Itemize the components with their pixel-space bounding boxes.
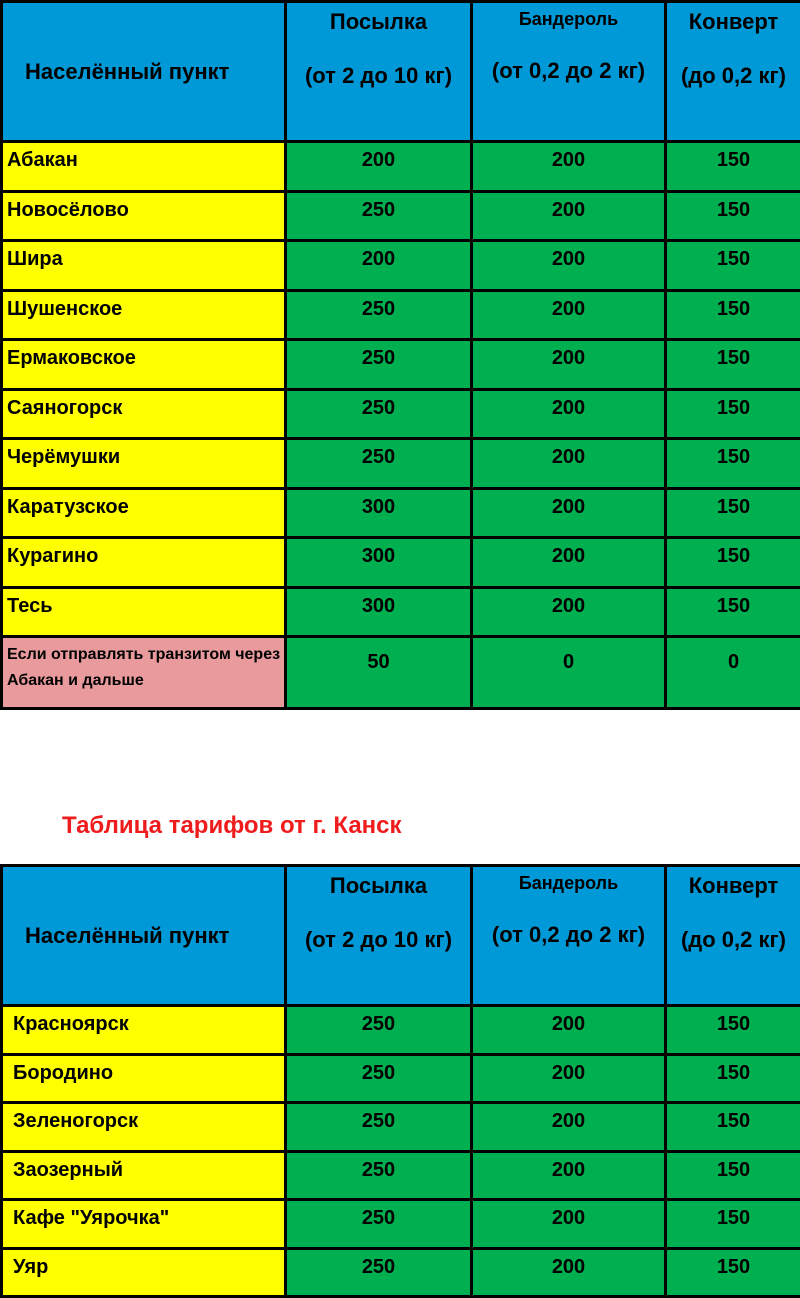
- table-row: [2, 1248, 800, 1297]
- table-row: [2, 488, 800, 538]
- place-cell: Ермаковское: [2, 340, 286, 390]
- header-envelope-weight: (до 0,2 кг): [667, 899, 800, 956]
- package-price-cell: 200: [472, 587, 666, 637]
- parcel-price-cell: 250: [286, 389, 472, 439]
- header-place: Населённый пункт: [2, 2, 286, 142]
- header-parcel-weight: (от 2 до 10 кг): [287, 35, 470, 92]
- envelope-price-cell: 150: [666, 191, 800, 241]
- place-cell: Саяногорск: [2, 389, 286, 439]
- package-price-cell: 0: [472, 637, 666, 709]
- table-row: [2, 1200, 800, 1249]
- envelope-price-cell: 150: [666, 538, 800, 588]
- parcel-price-cell: 250: [286, 191, 472, 241]
- parcel-price-cell: 250: [286, 1054, 472, 1103]
- place-cell: Кафе "Уярочка": [2, 1200, 286, 1249]
- place-cell: Тесь: [2, 587, 286, 637]
- table-row: [2, 340, 800, 390]
- transit-note-cell: Если отправлять транзитом через Абакан и дальше: [2, 637, 286, 709]
- package-price-cell: 200: [472, 241, 666, 291]
- place-cell: Бородино: [2, 1054, 286, 1103]
- parcel-price-cell: 250: [286, 1151, 472, 1200]
- header-parcel: [286, 2, 472, 142]
- parcel-price-cell: 250: [286, 1248, 472, 1297]
- envelope-price-cell: 150: [666, 1200, 800, 1249]
- envelope-price-cell: 150: [666, 587, 800, 637]
- header-envelope: [666, 2, 800, 142]
- envelope-price-cell: 150: [666, 488, 800, 538]
- table-row: [2, 1054, 800, 1103]
- package-price-cell: 200: [472, 389, 666, 439]
- envelope-price-cell: 150: [666, 340, 800, 390]
- parcel-price-cell: 300: [286, 538, 472, 588]
- envelope-price-cell: 150: [666, 1103, 800, 1152]
- place-cell: Уяр: [2, 1248, 286, 1297]
- table-row: [2, 439, 800, 489]
- parcel-price-cell: 250: [286, 1103, 472, 1152]
- parcel-price-cell: 300: [286, 488, 472, 538]
- envelope-price-cell: 150: [666, 1054, 800, 1103]
- header-envelope-title: Конверт: [667, 3, 800, 35]
- parcel-price-cell: 250: [286, 439, 472, 489]
- table-row: [2, 1151, 800, 1200]
- package-price-cell: 200: [472, 1103, 666, 1152]
- place-cell: Каратузское: [2, 488, 286, 538]
- parcel-price-cell: 200: [286, 241, 472, 291]
- table-row: [2, 587, 800, 637]
- header-package-title: Бандероль: [473, 3, 664, 30]
- header-package: [472, 866, 666, 1006]
- table-header-row: [2, 866, 800, 1006]
- header-envelope-title: Конверт: [667, 867, 800, 899]
- package-price-cell: 200: [472, 142, 666, 192]
- table-row: [2, 538, 800, 588]
- table-row: [2, 290, 800, 340]
- header-parcel-title: Посылка: [287, 867, 470, 899]
- parcel-price-cell: 250: [286, 1006, 472, 1055]
- header-package-title: Бандероль: [473, 867, 664, 894]
- place-cell: Шира: [2, 241, 286, 291]
- parcel-price-cell: 50: [286, 637, 472, 709]
- envelope-price-cell: 150: [666, 290, 800, 340]
- header-envelope: [666, 866, 800, 1006]
- place-cell: Новосёлово: [2, 191, 286, 241]
- place-cell: Зеленогорск: [2, 1103, 286, 1152]
- place-cell: Красноярск: [2, 1006, 286, 1055]
- package-price-cell: 200: [472, 488, 666, 538]
- table-row: [2, 389, 800, 439]
- header-place: Населённый пункт: [2, 866, 286, 1006]
- package-price-cell: 200: [472, 439, 666, 489]
- package-price-cell: 200: [472, 1006, 666, 1055]
- place-cell: Абакан: [2, 142, 286, 192]
- header-parcel: [286, 866, 472, 1006]
- table-row: [2, 1006, 800, 1055]
- header-package-weight: (от 0,2 до 2 кг): [473, 30, 664, 87]
- envelope-price-cell: 150: [666, 439, 800, 489]
- place-cell: Курагино: [2, 538, 286, 588]
- kansk-tariff-title: Таблица тарифов от г. Канск: [62, 812, 402, 840]
- table-header-row: [2, 2, 800, 142]
- package-price-cell: 200: [472, 1200, 666, 1249]
- package-price-cell: 200: [472, 191, 666, 241]
- tariff-table-2: [0, 864, 800, 1298]
- envelope-price-cell: 150: [666, 241, 800, 291]
- table-row: [2, 1103, 800, 1152]
- envelope-price-cell: 150: [666, 1151, 800, 1200]
- package-price-cell: 200: [472, 1151, 666, 1200]
- parcel-price-cell: 200: [286, 142, 472, 192]
- table-row: [2, 241, 800, 291]
- place-cell: Шушенское: [2, 290, 286, 340]
- package-price-cell: 200: [472, 1054, 666, 1103]
- header-parcel-weight: (от 2 до 10 кг): [287, 899, 470, 956]
- table-row: [2, 142, 800, 192]
- envelope-price-cell: 150: [666, 389, 800, 439]
- header-package: [472, 2, 666, 142]
- parcel-price-cell: 250: [286, 340, 472, 390]
- envelope-price-cell: 150: [666, 1006, 800, 1055]
- package-price-cell: 200: [472, 1248, 666, 1297]
- envelope-price-cell: 150: [666, 142, 800, 192]
- header-envelope-weight: (до 0,2 кг): [667, 35, 800, 92]
- parcel-price-cell: 300: [286, 587, 472, 637]
- table-row: [2, 191, 800, 241]
- package-price-cell: 200: [472, 290, 666, 340]
- package-price-cell: 200: [472, 340, 666, 390]
- parcel-price-cell: 250: [286, 1200, 472, 1249]
- header-package-weight: (от 0,2 до 2 кг): [473, 894, 664, 951]
- package-price-cell: 200: [472, 538, 666, 588]
- place-cell: Черёмушки: [2, 439, 286, 489]
- place-cell: Заозерный: [2, 1151, 286, 1200]
- parcel-price-cell: 250: [286, 290, 472, 340]
- transit-row: [2, 637, 800, 709]
- envelope-price-cell: 150: [666, 1248, 800, 1297]
- envelope-price-cell: 0: [666, 637, 800, 709]
- header-parcel-title: Посылка: [287, 3, 470, 35]
